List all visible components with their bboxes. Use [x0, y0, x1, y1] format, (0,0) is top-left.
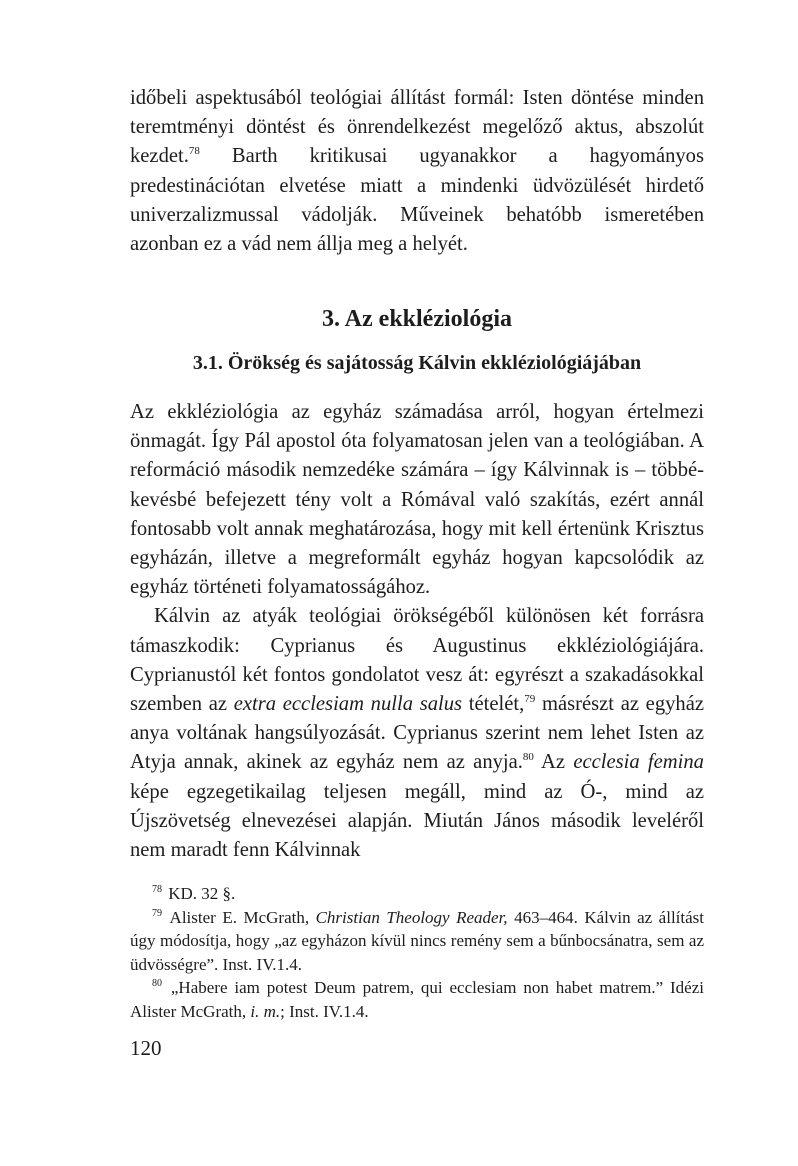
subsection-heading: 3.1. Örökség és sajátosság Kálvin ekkléziológiájában	[192, 352, 642, 374]
paragraph-ekkleziologia: Az ekkléziológia az egyház számadása arról, hogyan értelmezi önmagát. Így Pál apostol óta folyamatosan jelen van a teológiában. A reformáció második nemzedéke számára – így Kálvinnak is – többé-kevésbé befejezett tény volt a Rómával való szakítás, ezért annál fontosabb volt annak meghatározása, hogy mit kell értenünk Krisztus egyházán, illetve a megreformált egyház hogyan kapcsolódik az egyház történeti folyamatosságához.	[130, 401, 704, 599]
footnote-ref-80[interactable]: 80	[522, 751, 534, 764]
footnote-ref-78[interactable]: 78	[188, 145, 200, 158]
footnote-80: $^{80}$ „Habere iam potest Deum patrem, qui ecclesiam non habet matrem.” Idézi Alister McGrath, i. m.; Inst. IV.1.4.	[130, 978, 704, 1021]
footnotes	[130, 882, 704, 1023]
footnote-ref-79[interactable]: 79	[524, 693, 536, 706]
page-number: 120	[130, 1036, 162, 1060]
latin-phrase: extra ecclesiam nulla salus	[233, 693, 463, 716]
latin-phrase: ecclesia femina	[573, 751, 704, 774]
footnote-79: $^{79}$ Alister E. McGrath, Christian Theology Reader, 463–464. Kálvin az állítást úgy módosítja, hogy „az egyházon kívül nincs remény sem a bűnbocsánatra, sem az üdvösségre”. Inst. IV.1.4.	[130, 907, 704, 974]
footnote-78: $^{78}$ KD. 32 §.	[152, 884, 236, 903]
paragraph-kalvin: Kálvin az atyák teológiai örökségéből különösen két forrásra támaszkodik: Cyprianus és Augustinus ekkléziológiájára. Cyprianustól két fontos gondolatot vesz át: egyrészt a szakadásokkal szemben az extra ecclesiam nulla salus tételét,$^{79}$ másrészt az egyház anya voltának hangsúlyozását. Cyprianus szerint nem lehet Isten az Atyja annak, akinek az egyház nem az anyja.$^{80}$ Az ecclesia femina képe egzegetikailag teljesen megáll, mind az Ó-, mind az Újszövetség elnevezései alapján. Miután János második leveléről nem maradt fenn Kálvinnak	[130, 605, 704, 862]
section-heading: 3. Az ekkléziológia	[322, 306, 512, 332]
paragraph-barth: időbeli aspektusából teológiai állítást formál: Isten döntése minden teremtményi döntést és önrendelkezést megelőző aktus, abszolút kezdet.$^{78}$ Barth kritikusai ugyanakkor a hagyományos predestinációtan elvetése miatt a mindenki üdvözülését hirdető univerzalizmussal vádolják. Műveinek behatóbb ismeretében azonban ez a vád nem állja meg a helyét.	[130, 87, 704, 256]
main-text	[130, 398, 704, 865]
